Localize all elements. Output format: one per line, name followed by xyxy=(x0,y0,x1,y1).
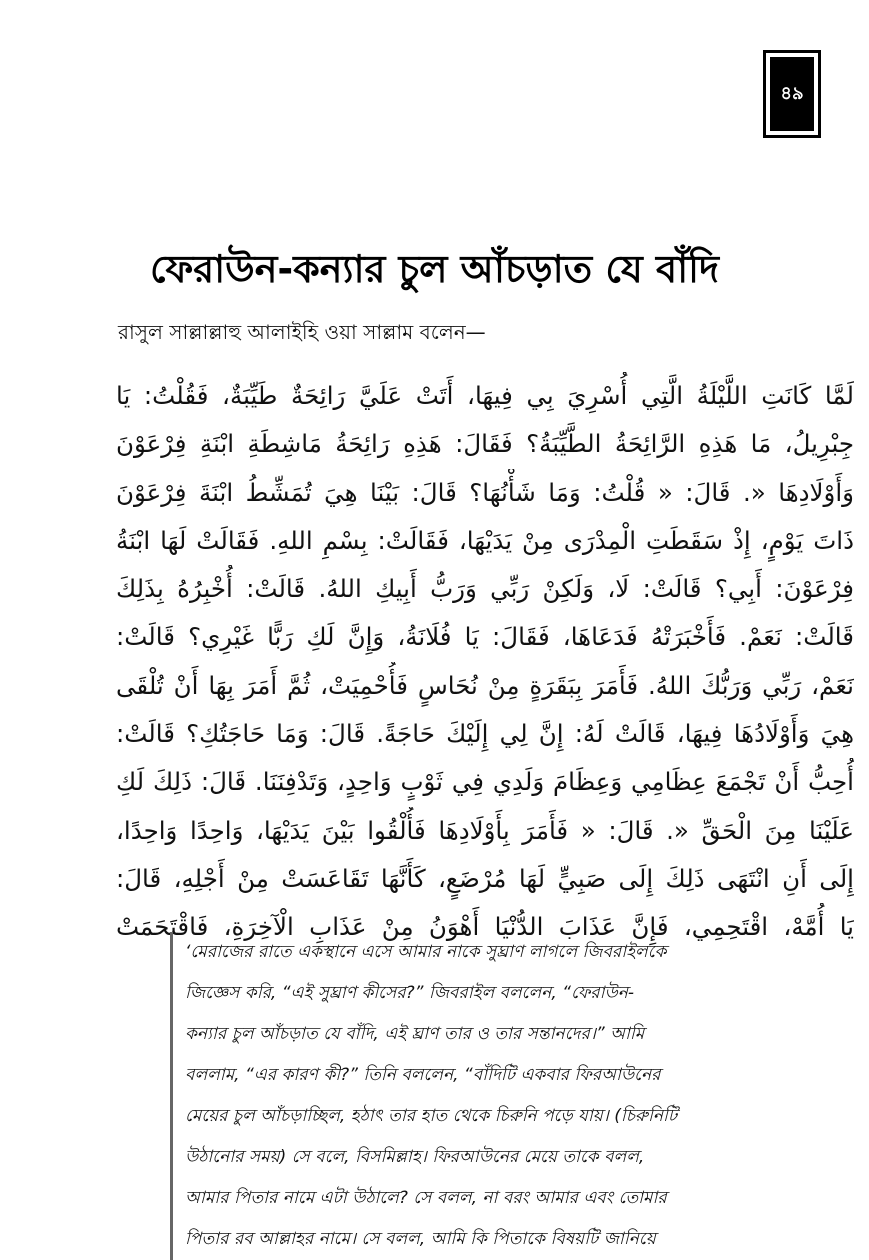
page-number-frame xyxy=(763,50,821,138)
arabic-line: ذَاتَ يَوْمٍ، إِذْ سَقَطَتِ الْمِدْرَى مِنْ يَدَيْهَا، فَقَالَتْ: بِسْمِ اللهِ. فَقَالَتْ لَهَا ابْنَةُ xyxy=(116,525,854,555)
translation-line: পিতার রব আল্লাহর নামে। সে বলল, আমি কি পিতাকে বিষয়টি জানিয়ে xyxy=(185,1229,656,1249)
arabic-line: قَالَتْ: نَعَمْ. فَأَخْبَرَتْهُ فَدَعَاهَا، فَقَالَ: يَا فُلَانَةُ، وَإِنَّ لَكِ رَبًّا غَيْرِي؟ قَالَتْ: xyxy=(116,622,854,652)
hadith-intro: রাসুল সাল্লাল্লাহু আলাইহি ওয়া সাল্লাম বলেন— xyxy=(118,320,486,344)
arabic-line: إِلَى أَنِ انْتَهَى ذَلِكَ إِلَى صَبِيٍّ لَهَا مُرْضَعٍ، كَأَنَّهَا تَقَاعَسَتْ مِنْ أَجْلِهِ، قَالَ: xyxy=(116,863,854,893)
translation-line: কন্যার চুল আঁচড়াত যে বাঁদি, এই ঘ্রাণ তার ও তার সন্তানদের।” আমি xyxy=(185,1024,645,1044)
arabic-line: هِيَ وَأَوْلَادُهَا فِيهَا، قَالَتْ لَهُ: إِنَّ لِي إِلَيْكَ حَاجَةً. قَالَ: وَمَا حَاجَتُكِ؟ قَالَتْ: xyxy=(116,719,854,749)
arabic-line: فِرْعَوْنَ: أَبِي؟ قَالَتْ: لَا، وَلَكِنْ رَبِّي وَرَبُّ أَبِيكِ اللهُ. قَالَتْ: أُخْبِرُهُ بِذَلِكَ xyxy=(116,574,854,604)
arabic-line: جِبْرِيلُ، مَا هَذِهِ الرَّائِحَةُ الطَّيِّبَةُ؟ فَقَالَ: هَذِهِ رَائِحَةُ مَاشِطَةِ ابْنَةِ فِرْعَوْنَ xyxy=(116,429,854,459)
translation-line: উঠানোর সময়) সে বলে, বিসমিল্লাহ। ফিরআউনের মেয়ে তাকে বলল, xyxy=(185,1147,645,1167)
translation-line: আমার পিতার নামে এটা উঠালে? সে বলল, না বরং আমার এবং তোমার xyxy=(185,1188,667,1208)
arabic-line: وَأَوْلَادِهَا «. قَالَ: « قُلْتُ: وَمَا شَأْنُهَا؟ قَالَ: بَيْنَا هِيَ تُمَشِّطُ ابْنَةَ فِرْعَوْنَ xyxy=(116,477,854,507)
arabic-line: نَعَمْ، رَبِّي وَرَبُّكَ اللهُ. فَأَمَرَ بِبَقَرَةٍ مِنْ نُحَاسٍ فَأُحْمِيَتْ، ثُمَّ أَمَرَ بِهَا أَنْ تُلْقَى xyxy=(116,670,854,700)
arabic-line: يَا أُمَّهْ، اقْتَحِمِي، فَإِنَّ عَذَابَ الدُّنْيَا أَهْوَنُ مِنْ عَذَابِ الْآخِرَةِ، فَاقْتَحَمَتْ xyxy=(116,912,854,942)
translation-line: বললাম, “এর কারণ কী?” তিনি বললেন, “বাঁদিটি একবার ফিরআউনের xyxy=(185,1065,661,1085)
chapter-title: ফেরাউন-কন্যার চুল আঁচড়াত যে বাঁদি xyxy=(150,247,719,291)
arabic-line: لَمَّا كَانَتِ اللَّيْلَةُ الَّتِي أُسْرِيَ بِي فِيهَا، أَتَتْ عَلَيَّ رَائِحَةٌ طَيِّبَةٌ، فَقُلْتُ: يَا xyxy=(116,381,854,410)
page-number: ৪৯ xyxy=(770,57,814,131)
arabic-line: أُحِبُّ أَنْ تَجْمَعَ عِظَامِي وَعِظَامَ وَلَدِي فِي ثَوْبٍ وَاحِدٍ، وَتَدْفِنَنَا. قَالَ: ذَلِكَ لَكِ xyxy=(116,767,854,797)
translation-line: মেয়ের চুল আঁচড়াচ্ছিল, হঠাৎ তার হাত থেকে চিরুনি পড়ে যায়। (চিরুনিটি xyxy=(185,1106,678,1126)
translation-line: ‘মেরাজের রাতে একস্থানে এসে আমার নাকে সুঘ্রাণ লাগলে জিবরাইলকে xyxy=(185,942,667,962)
arabic-line: عَلَيْنَا مِنَ الْحَقِّ «. قَالَ: « فَأَمَرَ بِأَوْلَادِهَا فَأُلْقُوا بَيْنَ يَدَيْهَا، وَاحِدًا وَاحِدًا، xyxy=(116,815,854,845)
bengali-translation-quote xyxy=(170,932,732,1260)
translation-line: জিজ্ঞেস করি, “এই সুঘ্রাণ কীসের?” জিবরাইল বললেন, “ফেরাউন- xyxy=(185,983,635,1003)
arabic-hadith-text xyxy=(116,372,854,952)
